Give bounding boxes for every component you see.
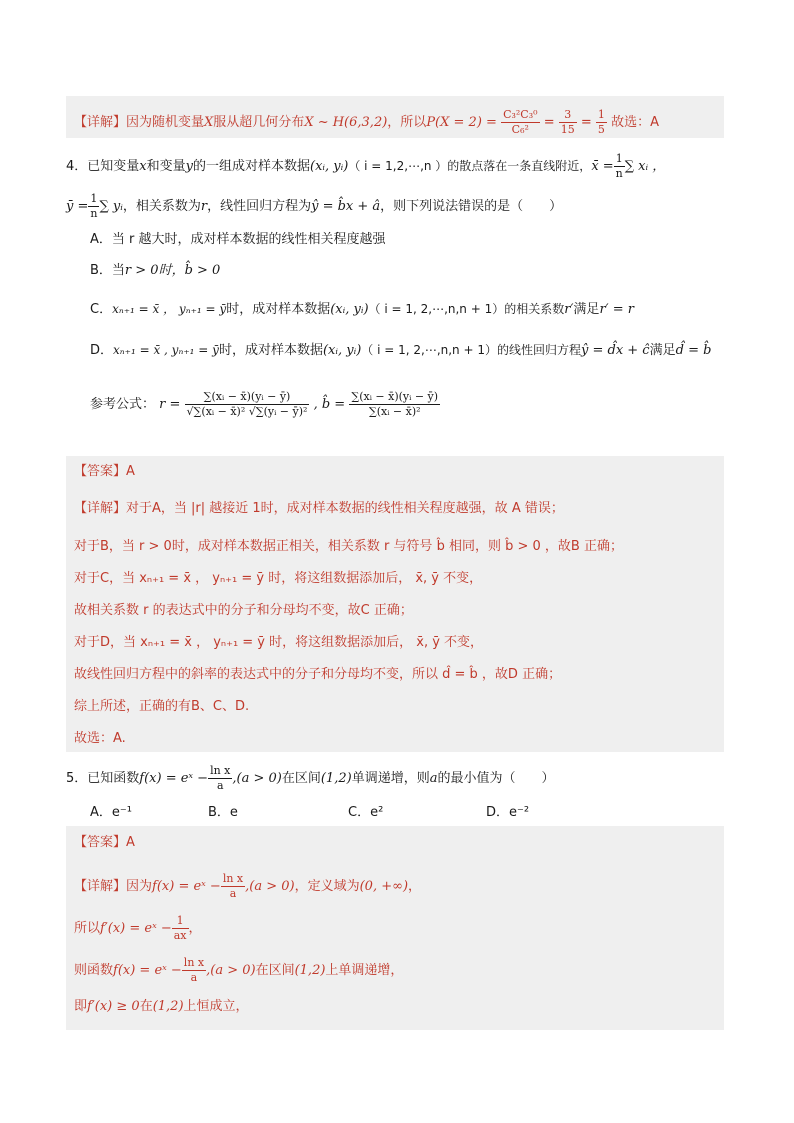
fraction: $\frac{1}{n}$ — [615, 152, 623, 180]
q5-stem: 5．已知函数f(x) = eˣ − $\frac{\text{ln x}}{a}$ ,(a > 0)在区间(1,2)单调递增，则a的最小值为（ ） — [66, 764, 555, 792]
fraction: $\frac{\text{∑(xᵢ − x̄)(yᵢ − ȳ)}}{\text{√∑(xᵢ − x̄)² √∑(yᵢ − ȳ)²}}$ — [186, 390, 308, 418]
q5-detail-l1: 【详解】因为f(x) = eˣ − $\frac{\text{ln x}}{a}$ ,(a > 0)，定义域为(0, +∞)， — [74, 872, 422, 900]
fraction: $\frac{\text{∑(xᵢ − x̄)(yᵢ − ȳ)}}{\text{∑(xᵢ − x̄)²}}$ — [351, 390, 439, 418]
q5-option-b: B．e — [208, 805, 238, 820]
q5-option-a: A．e⁻¹ — [90, 805, 132, 820]
q4-option-a: A．当 r 越大时，成对样本数据的线性相关程度越强 — [90, 232, 386, 247]
detail-tag: 【详解】 — [74, 115, 127, 130]
q5-detail-l3: 则函数f(x) = eˣ − $\frac{\text{ln x}}{a}$ ,(a > 0)在区间(1,2)上单调递增， — [74, 956, 404, 984]
q4-detail-l1: 【详解】对于A，当 |r| 越接近 1时，成对样本数据的线性相关程度越强，故 A 错误； — [74, 501, 564, 516]
fraction: $\frac{\text{C₃²C₃⁰}}{\text{C₆²}}$ — [503, 108, 538, 136]
q5-detail-l4: 即f′(x) ≥ 0在(1,2)上恒成立， — [74, 999, 249, 1014]
q4-detail-l3: 对于C，当 xₙ₊₁ = x̄ ， yₙ₊₁ = ȳ 时，将这组数据添加后， x̄, ȳ 不变， — [74, 571, 483, 586]
q4-option-c: C．xₙ₊₁ = x̄ ， yₙ₊₁ = ȳ时，成对样本数据(xᵢ, yᵢ)（ i = 1, 2,⋯,n,n + 1）的相关系数r′满足r′ = r — [90, 302, 634, 317]
fraction: $\frac{3}{15}$ — [560, 108, 575, 136]
q4-reference-formula: 参考公式： r = $\frac{\text{∑(xᵢ − x̄)(yᵢ − ȳ)}}{\text{√∑(xᵢ − x̄)² √∑(yᵢ − ȳ)²}}$ , b̂ = $\frac{\text{∑(xᵢ − x̄)(yᵢ − ȳ)}}{\text{∑(xᵢ − x̄)²}}$ — [90, 390, 439, 418]
fraction: $\frac{\text{ln x}}{a}$ — [183, 956, 205, 984]
q4-detail-l6: 故线性回归方程中的斜率的表达式中的分子和分母均不变，所以 d̂ = b̂ ，故D 正确； — [74, 667, 562, 682]
q5-answer: 【答案】A — [74, 835, 135, 850]
prev-detail-line: 【详解】因为随机变量X服从超几何分布X ~ H(6,3,2)，所以P(X = 2) = $\frac{\text{C₃²C₃⁰}}{\text{C₆²}}$ = $\frac{3}{15}$ = $\frac{1}{5}$ 故选：A — [74, 108, 659, 136]
q5-option-d: D．e⁻² — [486, 805, 530, 820]
fraction: $\frac{1}{5}$ — [597, 108, 605, 136]
fraction: $\frac{1}{n}$ — [90, 192, 98, 220]
q4-stem-line2: ȳ = $\frac{1}{n}$ ∑ yᵢ，相关系数为r，线性回归方程为ŷ = b̂x + â，则下列说法错误的是（ ） — [66, 192, 563, 220]
fraction: $\frac{\text{ln x}}{a}$ — [210, 764, 231, 792]
q4-detail-l7: 综上所述，正确的有B、C、D. — [74, 699, 250, 714]
q4-detail-l8: 故选：A. — [74, 731, 126, 746]
q4-answer: 【答案】A — [74, 464, 135, 479]
q5-detail-l2: 所以f′(x) = eˣ − $\frac{1}{ax}$ ， — [74, 914, 202, 942]
q5-option-c: C．e² — [348, 805, 384, 820]
q4-detail-l4: 故相关系数 r 的表达式中的分子和分母均不变，故C 正确； — [74, 603, 413, 618]
q4-option-d: D．xₙ₊₁ = x̄ , yₙ₊₁ = ȳ时，成对样本数据(xᵢ, yᵢ)（ i = 1, 2,⋯,n,n + 1）的线性回归方程ŷ = d̂x + ĉ满足d̂ = b̂ — [90, 343, 712, 358]
q4-option-b: B．当r > 0时，b̂ > 0 — [90, 263, 221, 278]
fraction: $\frac{1}{ax}$ — [173, 914, 187, 942]
q4-detail-l5: 对于D，当 xₙ₊₁ = x̄ ， yₙ₊₁ = ȳ 时，将这组数据添加后， x̄, ȳ 不变， — [74, 635, 484, 650]
fraction: $\frac{\text{ln x}}{a}$ — [222, 872, 244, 900]
q4-stem-line1: 4．已知变量x和变量y的一组成对样本数据(xᵢ, yᵢ)（ i = 1,2,⋯,n ）的散点落在一条直线附近，x̄ = $\frac{1}{n}$ ∑ xᵢ ， — [66, 152, 666, 180]
q4-detail-l2: 对于B，当 r > 0时，成对样本数据正相关，相关系数 r 与符号 b̂ 相同，则 b̂ > 0 ，故B 正确； — [74, 539, 623, 554]
